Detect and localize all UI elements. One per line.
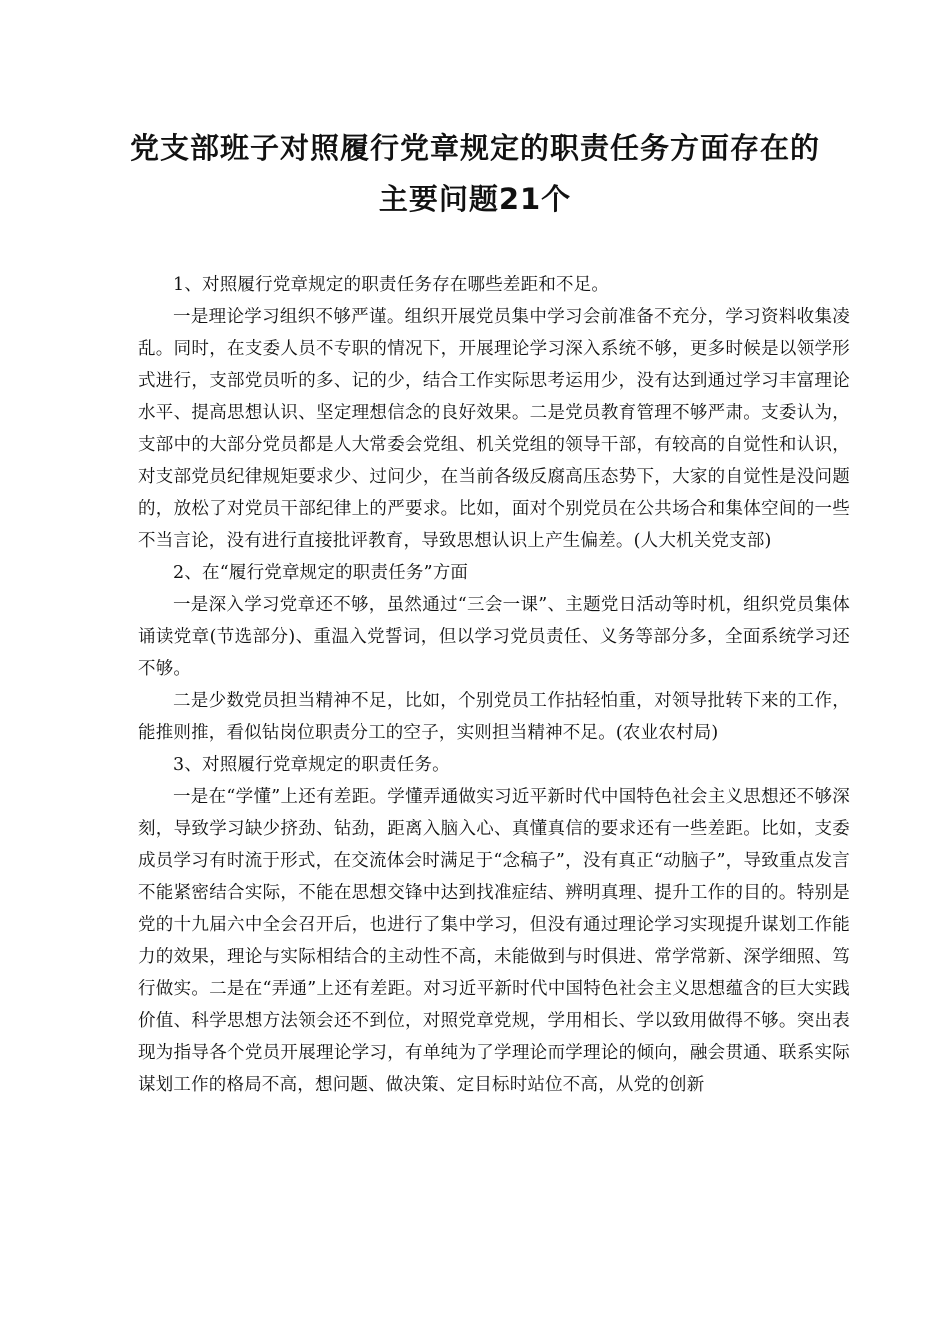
paragraph-section-1-heading: 1、对照履行党章规定的职责任务存在哪些差距和不足。: [173, 275, 610, 295]
paragraph-section-1-body: 一是理论学习组织不够严谨。组织开展党员集中学习会前准备不充分，学习资料收集凌乱。同时，在支委人员不专职的情况下，开展理论学习深入系统不够，更多时候是以领学形式进行，支部党员听的多、记的少，结合工作实际思考运用少，没有达到通过学习丰富理论水平、提高思想认识、坚定理想信念的良好效果。二是党员教育管理不够严肃。支委认为，支部中的大部分党员都是人大常委会党组、机关党组的领导干部，有较高的自觉性和认识，对支部党员纪律规矩要求少、过问少，在当前各级反腐高压态势下，大家的自觉性是没问题的，放松了对党员干部纪律上的严要求。比如，面对个别党员在公共场合和集体空间的一些不当言论，没有进行直接批评教育，导致思想认识上产生偏差。(人大机关党支部): [138, 307, 850, 551]
document-body: [138, 269, 850, 1101]
paragraph-section-3-body: 一是在“学懂”上还有差距。学懂弄通做实习近平新时代中国特色社会主义思想还不够深刻，导致学习缺少挤劲、钻劲，距离入脑入心、真懂真信的要求还有一些差距。比如，支委成员学习有时流于形式，在交流体会时满足于“念稿子”，没有真正“动脑子”，导致重点发言不能紧密结合实际，不能在思想交锋中达到找准症结、辨明真理、提升工作的目的。特别是党的十九届六中全会召开后，也进行了集中学习，但没有通过理论学习实现提升谋划工作能力的效果，理论与实际相结合的主动性不高，未能做到与时俱进、常学常新、深学细照、笃行做实。二是在“弄通”上还有差距。对习近平新时代中国特色社会主义思想蕴含的巨大实践价值、科学思想方法领会还不到位，对照党章党规，学用相长、学以致用做得不够。突出表现为指导各个党员开展理论学习，有单纯为了学理论而学理论的倾向，融会贯通、联系实际谋划工作的格局不高，想问题、做决策、定目标时站位不高，从党的创新: [138, 787, 850, 1095]
paragraph-section-2-heading: 2、在“履行党章规定的职责任务”方面: [173, 563, 469, 583]
paragraph-section-3-heading: 3、对照履行党章规定的职责任务。: [173, 755, 450, 775]
document-title: 党支部班子对照履行党章规定的职责任务方面存在的主要问题21个: [129, 131, 820, 216]
paragraph-section-2-point-2: 二是少数党员担当精神不足，比如，个别党员工作拈轻怕重，对领导批转下来的工作，能推则推，看似钻岗位职责分工的空子，实则担当精神不足。(农业农村局): [138, 691, 850, 743]
paragraph-section-2-point-1: 一是深入学习党章还不够，虽然通过“三会一课”、主题党日活动等时机，组织党员集体诵读党章(节选部分)、重温入党誓词，但以学习党员责任、义务等部分多，全面系统学习还不够。: [138, 595, 850, 679]
